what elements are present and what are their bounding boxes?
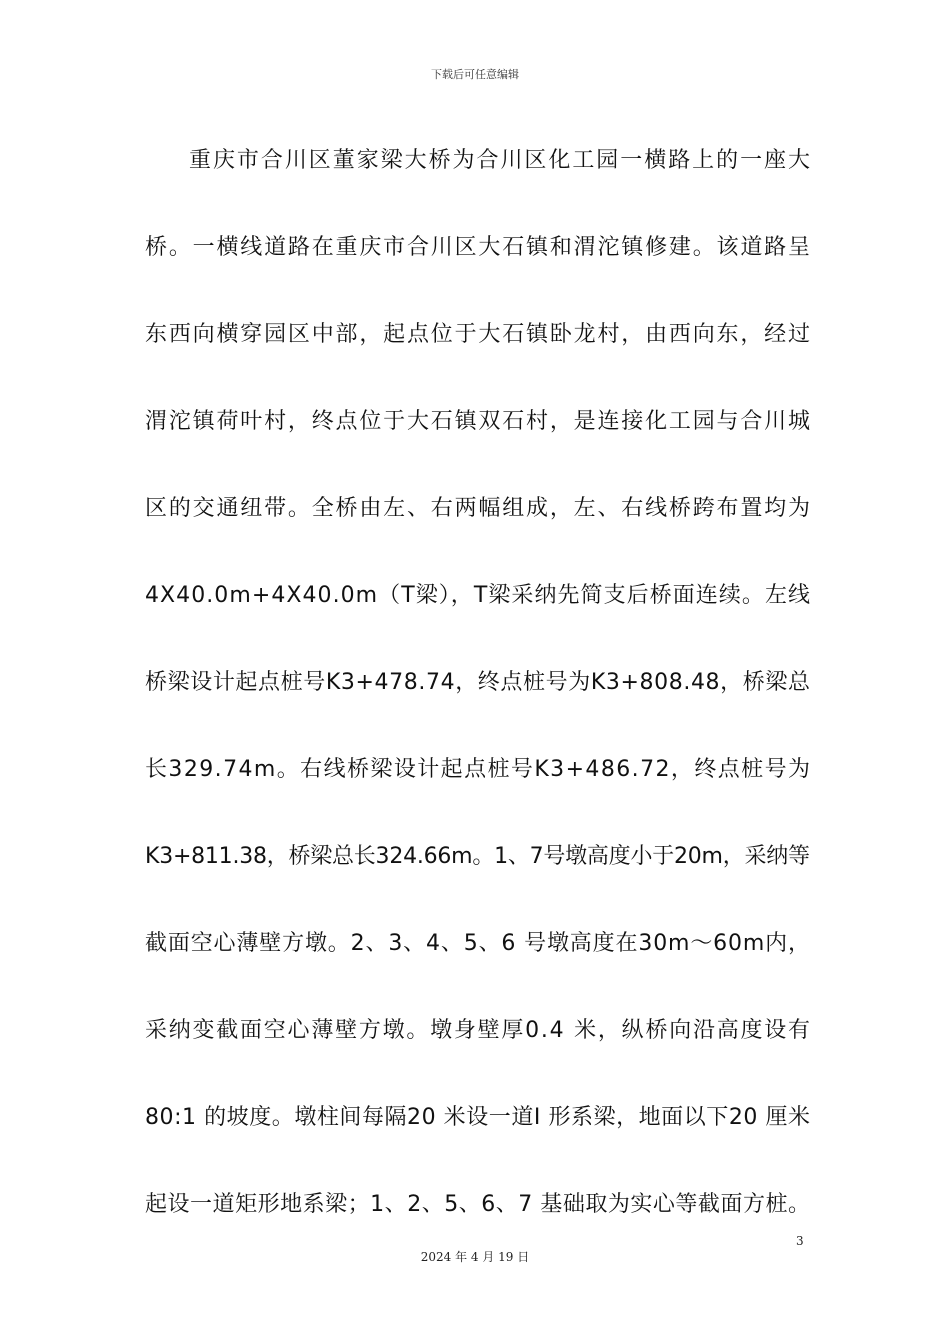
paragraph-line: 4X40.0m+4X40.0m（T梁），T梁采纳先简支后桥面连续。左线 [145, 583, 812, 608]
paragraph-line: 采纳变截面空心薄壁方墩。墩身壁厚0.4 米，纵桥向沿高度设有 [145, 1018, 812, 1043]
paragraph-line: 桥。一横线道路在重庆市合川区大石镇和渭沱镇修建。该道路呈 [145, 235, 812, 260]
paragraph-line: 渭沱镇荷叶村，终点位于大石镇双石村，是连接化工园与合川城 [145, 409, 812, 434]
body-paragraph [145, 134, 810, 1265]
paragraph-line: 起设一道矩形地系梁；1、2、5、6、7 基础取为实心等截面方桩。 [145, 1192, 811, 1217]
paragraph-line: 截面空心薄壁方墩。2、3、4、5、6 号墩高度在30m～60m内， [145, 931, 811, 956]
paragraph-line: K3+811.38，桥梁总长324.66m。1、7号墩高度小于20m，采纳等 [145, 844, 810, 869]
paragraph-line: 东西向横穿园区中部，起点位于大石镇卧龙村，由西向东，经过 [145, 322, 812, 347]
paragraph-line: 桥梁设计起点桩号K3+478.74，终点桩号为K3+808.48，桥梁总 [145, 670, 811, 695]
page-footer-date: 2024 年 4 月 19 日 [420, 1250, 530, 1264]
page-header: 下载后可任意编辑 [431, 68, 519, 81]
paragraph-line: 重庆市合川区董家梁大桥为合川区化工园一横路上的一座大 [189, 148, 812, 173]
paragraph-line: 区的交通纽带。全桥由左、右两幅组成，左、右线桥跨布置均为 [145, 496, 812, 521]
paragraph-line: 80:1 的坡度。墩柱间每隔20 米设一道I 形系梁，地面以下20 厘米 [145, 1105, 811, 1130]
page-number: 3 [796, 1234, 804, 1248]
paragraph-line: 长329.74m。右线桥梁设计起点桩号K3+486.72，终点桩号为 [145, 757, 812, 782]
